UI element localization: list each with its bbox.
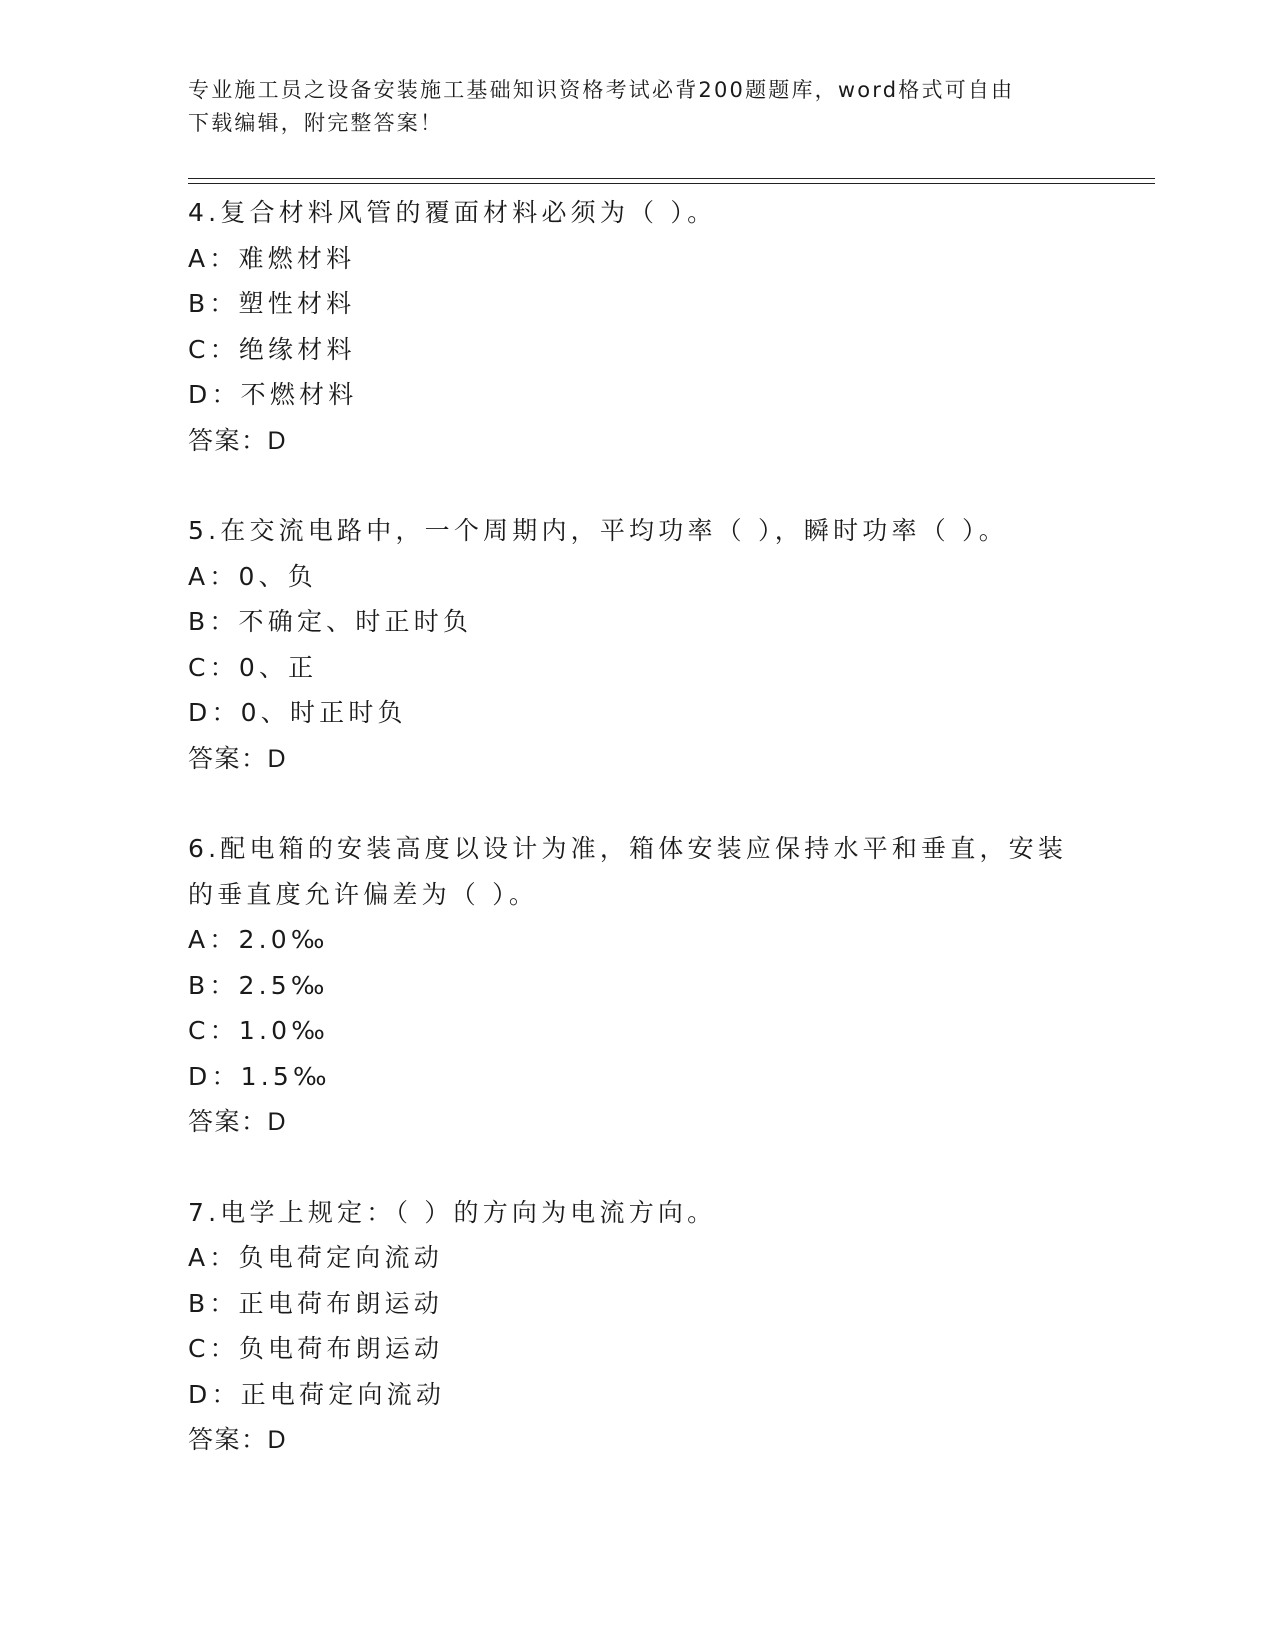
question-stem xyxy=(188,1190,1088,1236)
answer-value: D xyxy=(267,1108,288,1136)
answer-value: D xyxy=(267,1426,288,1454)
option-b: B：正电荷布朗运动 xyxy=(188,1288,443,1318)
option-b: B：不确定、时正时负 xyxy=(188,607,473,636)
option-a: A：难燃材料 xyxy=(188,243,356,273)
question-stem-line: 5.在交流电路中，一个周期内，平均功率（ ），瞬时功率（ ）。 xyxy=(188,516,1008,545)
answer-label: 答案： xyxy=(188,1425,268,1454)
option-d: D：1.5‰ xyxy=(188,1061,331,1091)
answer-label: 答案： xyxy=(188,425,268,455)
option-b: B：塑性材料 xyxy=(188,289,356,318)
question-stem-line: 的垂直度允许偏差为（ ）。 xyxy=(188,879,539,909)
question-stem xyxy=(188,826,1088,917)
option-a: A：2.0‰ xyxy=(188,925,329,954)
header-divider-top xyxy=(188,178,1155,179)
answer-value: D xyxy=(267,426,288,455)
option-d: D：正电荷定向流动 xyxy=(188,1379,446,1409)
answer-label: 答案： xyxy=(188,1107,268,1136)
question-list xyxy=(188,190,1088,1508)
answer-label: 答案： xyxy=(188,743,268,773)
answer-line xyxy=(188,1417,1088,1464)
header-line-2: 下载编辑，附完整答案！ xyxy=(188,111,444,135)
option-a: A：负电荷定向流动 xyxy=(188,1243,443,1272)
option-a: A：0、负 xyxy=(188,561,318,591)
header-line-1: 专业施工员之设备安装施工基础知识资格考试必背200题题库，word格式可自由 xyxy=(188,78,1015,102)
option-c: C：1.0‰ xyxy=(188,1016,329,1045)
question-stem-line: 6.配电箱的安装高度以设计为准，箱体安装应保持水平和垂直，安装 xyxy=(188,834,1068,863)
header-divider-bottom xyxy=(188,183,1155,184)
question-item xyxy=(188,508,1088,782)
answer-line xyxy=(188,1099,1088,1146)
option-d: D：0、时正时负 xyxy=(188,698,407,727)
answer-value: D xyxy=(267,744,288,773)
question-stem-line: 7.电学上规定：（ ）的方向为电流方向。 xyxy=(188,1197,717,1227)
question-stem-line: 4.复合材料风管的覆面材料必须为（ ）。 xyxy=(188,198,717,227)
option-c: C：负电荷布朗运动 xyxy=(188,1334,444,1363)
question-item xyxy=(188,826,1088,1146)
option-c: C：0、正 xyxy=(188,652,318,682)
question-item xyxy=(188,190,1088,464)
document-header xyxy=(188,74,1068,140)
answer-line xyxy=(188,736,1088,783)
question-stem xyxy=(188,190,1088,236)
answer-line xyxy=(188,418,1088,465)
option-b: B：2.5‰ xyxy=(188,970,329,1000)
option-c: C：绝缘材料 xyxy=(188,334,356,364)
option-d: D：不燃材料 xyxy=(188,380,358,409)
question-item xyxy=(188,1190,1088,1464)
question-stem xyxy=(188,508,1088,554)
